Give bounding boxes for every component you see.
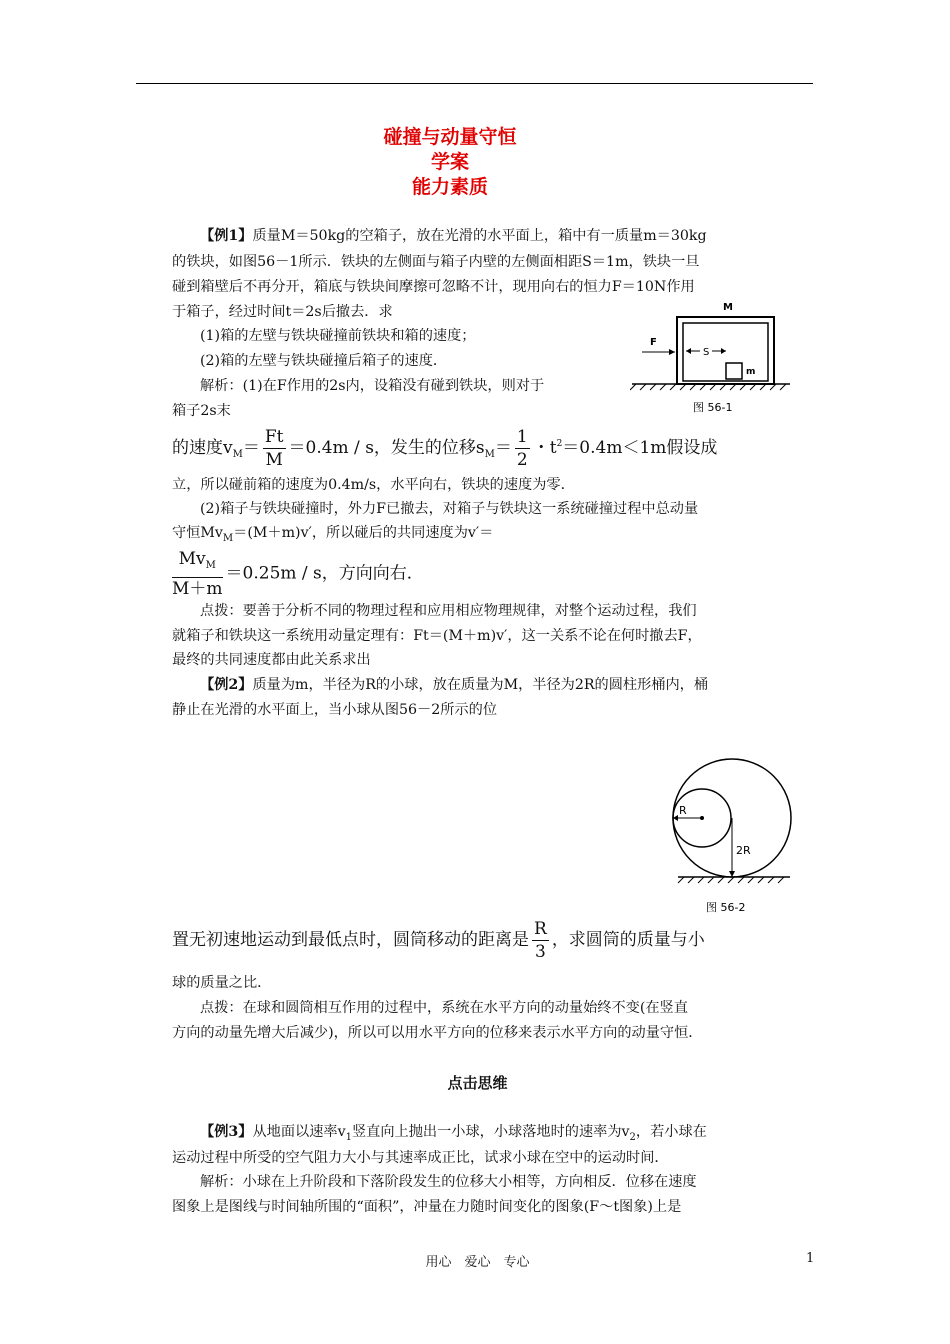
section-heading: 点击思维 <box>447 1074 508 1092</box>
ex2-hint-1: 点拨：在球和圆筒相互作用的过程中，系统在水平方向的动量始终不变(在竖直 <box>200 1000 688 1016</box>
ex1-solution-3: 立，所以碰前箱的速度为0.4m/s，水平向右，铁块的速度为零． <box>172 477 575 493</box>
ex1-solution-1: 解析：(1)在F作用的2s内，设箱没有碰到铁块，则对于 <box>200 378 545 394</box>
page-number: 1 <box>806 1251 815 1266</box>
ex2-hint-2: 方向的动量先增大后减少)，所以可以用水平方向的位移来表示水平方向的动量守恒． <box>172 1025 703 1041</box>
iron-block <box>726 363 742 379</box>
ex2-formula-line: 置无初速地运动到最低点时，圆筒移动的距离是 $\frac{R}{3}$ ，求圆筒的质量与小 <box>172 919 705 962</box>
ex1-hint-2: 就箱子和铁块这一系统用动量定理有：Ft＝(M＋m)v′，这一关系不论在何时撤去F， <box>172 628 702 644</box>
force-arrow <box>669 349 675 355</box>
fig1-label-F: F <box>650 337 657 348</box>
page-footer: 用心 爱心 专心 <box>425 1255 530 1270</box>
header-rule <box>136 83 813 84</box>
ex1-line-2: 的铁块，如图56－1所示．铁块的左侧面与箱子内壁的左侧面相距S＝1m，铁块一旦 <box>172 254 700 270</box>
ex3-line-2: 运动过程中所受的空气阻力大小与其速率成正比，试求小球在空中的运动时间． <box>172 1150 669 1166</box>
ex1-solution-2: 箱子2s末 <box>172 403 231 419</box>
figure-56-2 <box>660 758 810 918</box>
ex1-question-2: (2)箱的左壁与铁块碰撞后箱子的速度． <box>200 353 448 369</box>
ex1-line-1: 【例1】质量M＝50kg的空箱子，放在光滑的水平面上，箱中有一质量m＝30kg <box>200 228 707 244</box>
fig1-label-m: m <box>746 367 756 377</box>
ex1-solution-4: (2)箱子与铁块碰撞时，外力F已撤去，对箱子与铁块这一系统碰撞过程中总动量 <box>200 501 699 517</box>
ex2-line-1: 【例2】质量为m，半径为R的小球，放在质量为M，半径为2R的圆柱形桶内，桶 <box>200 677 709 693</box>
ex1-formula-1: 的速度$v_M=$ $\frac{Ft}{M}$ ＝0.4m / s，发生的位移$s_M=$ $\frac{1}{2}$ ・$t^2=0.4m<1m$假设成 <box>172 427 718 470</box>
ex3-label: 【例3】 <box>200 1124 253 1140</box>
doc-title: 碰撞与动量守恒 <box>383 126 517 148</box>
doc-section-title: 能力素质 <box>411 176 488 198</box>
ex2-label: 【例2】 <box>200 677 253 693</box>
ex1-formula-2: $\frac{Mv_M}{M+m}$ ＝0.25m / s，方向向右． <box>172 549 424 599</box>
ex1-line-3: 碰到箱壁后不再分开，箱底与铁块间摩擦可忽略不计，现用向右的恒力F＝10N作用 <box>172 279 695 295</box>
fig1-label-M: M <box>723 302 733 313</box>
ex3-solution-2: 图象上是图线与时间轴所围的“面积”，冲量在力随时间变化的图象(F～t图象)上是 <box>172 1199 682 1215</box>
figure-56-1 <box>630 296 795 416</box>
ex1-label: 【例1】 <box>200 228 253 244</box>
ex2-line-2: 静止在光滑的水平面上，当小球从图56－2所示的位 <box>172 702 498 718</box>
fig1-label-S: S <box>703 347 710 358</box>
fig2-label-2R: 2R <box>736 844 751 857</box>
diameter-arrow <box>729 871 735 877</box>
doc-subtitle: 学案 <box>430 151 469 173</box>
ex1-solution-5: 守恒$Mv_M=(M+m)v'$，所以碰后的共同速度为v′＝ <box>172 525 494 544</box>
ex3-line-1: 【例3】从地面以速率$v_1$竖直向上抛出一小球，小球落地时的速率为$v_2$，若小球在 <box>200 1124 707 1143</box>
ex1-hint-1: 点拨：要善于分析不同的物理过程和应用相应物理规律，对整个运动过程，我们 <box>200 603 697 619</box>
fig1-caption: 图 56-1 <box>693 401 733 414</box>
ex1-line-4: 于箱子，经过时间t＝2s后撤去．求 <box>172 304 393 320</box>
ex1-question-1: (1)箱的左壁与铁块碰撞前铁块和箱的速度； <box>200 328 476 344</box>
ex3-solution-1: 解析：小球在上升阶段和下落阶段发生的位移大小相等，方向相反．位移在速度 <box>200 1174 697 1190</box>
fig2-caption: 图 56-2 <box>706 901 746 914</box>
fig2-label-R: R <box>679 804 687 817</box>
ex2-line-4: 球的质量之比． <box>172 975 272 991</box>
ex1-hint-3: 最终的共同速度都由此关系求出 <box>172 652 371 668</box>
